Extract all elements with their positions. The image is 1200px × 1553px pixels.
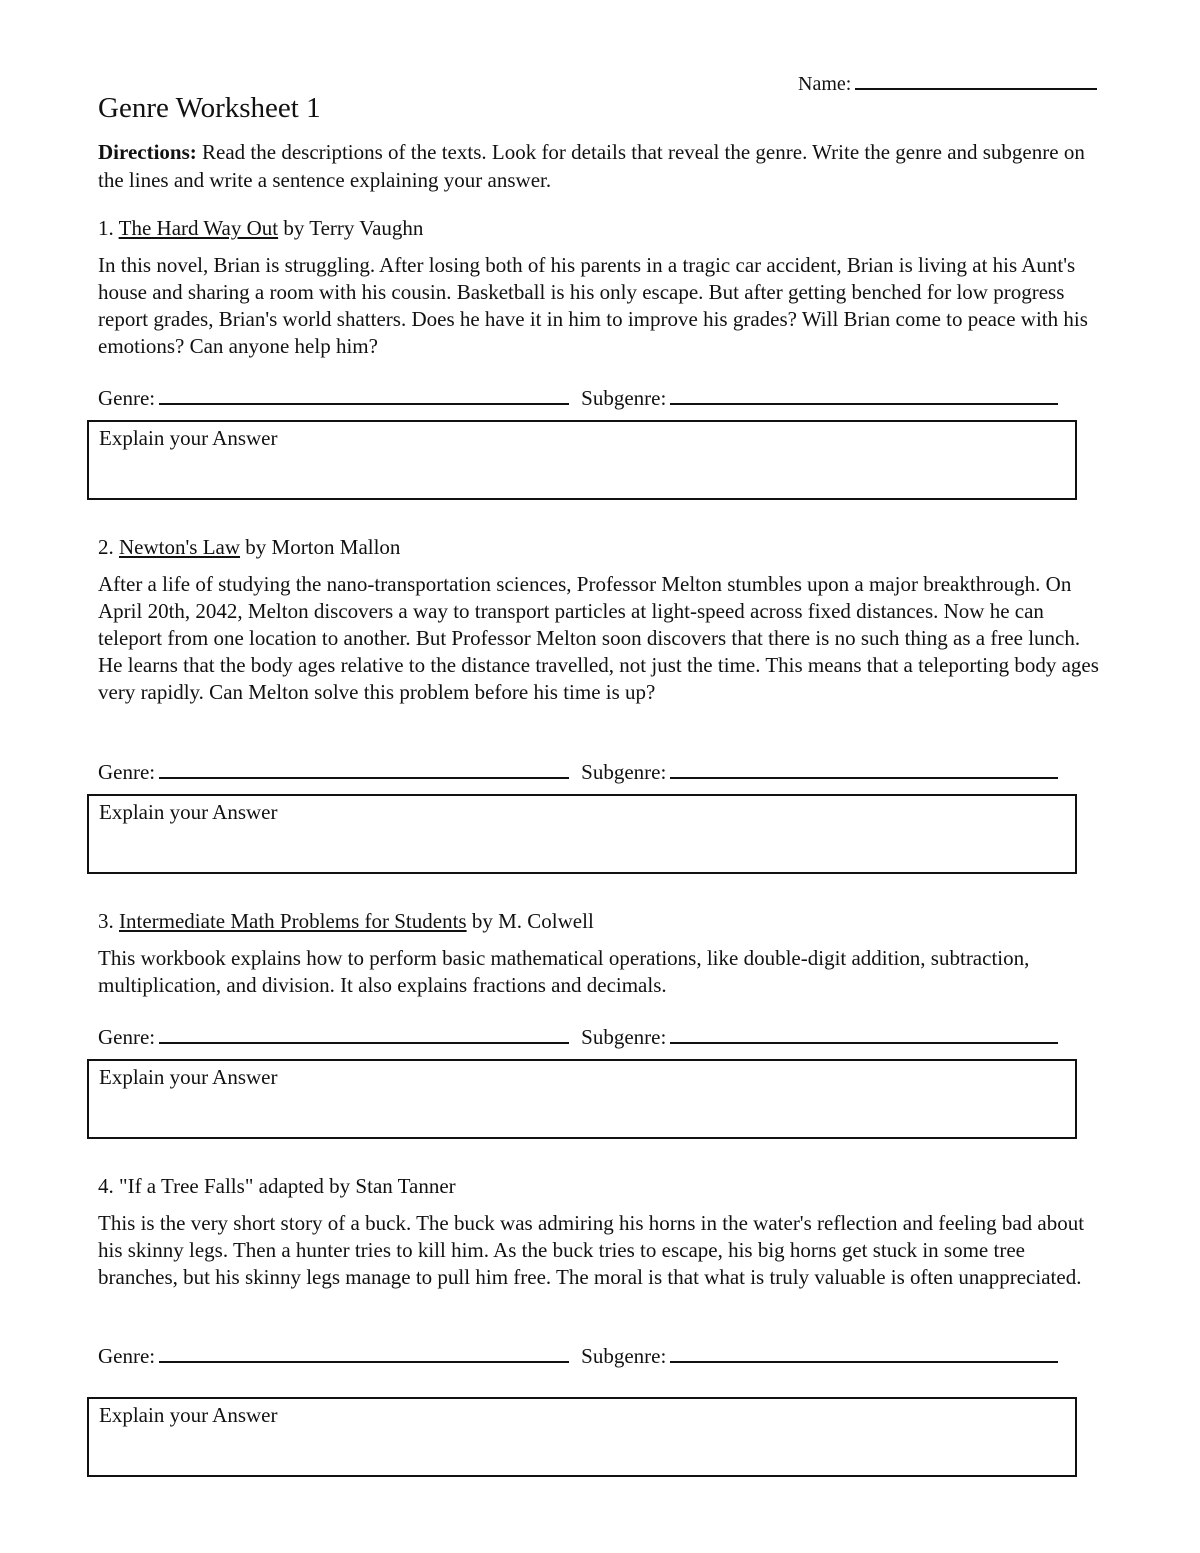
explain-label: Explain your Answer	[99, 426, 278, 450]
explain-label: Explain your Answer	[99, 800, 278, 824]
genre-label: Genre:	[98, 760, 156, 784]
question-number: 1.	[98, 216, 114, 240]
question-heading	[98, 214, 1102, 242]
question-1	[98, 214, 1102, 360]
page-title: Genre Worksheet 1	[98, 92, 321, 124]
directions	[98, 138, 1098, 194]
genre-label: Genre:	[98, 386, 156, 410]
genre-row-1	[98, 386, 1088, 411]
book-title: The Hard Way Out	[118, 216, 279, 240]
book-title: Intermediate Math Problems for Students	[119, 909, 467, 933]
book-description: In this novel, Brian is struggling. After losing both of his parents in a tragic car accident, Brian is living at his Aunt's house and sharing a room with his cousin. Basketball is his only escape. But after getting benched for low progress report grades, Brian's world shatters. Does he have it in him to improve his grades? Will Brian come to peace with his emotions? Can anyone help him?	[98, 253, 1088, 358]
name-label: Name:	[798, 73, 852, 95]
story-title: "If a Tree Falls" adapted by Stan Tanner	[119, 1174, 456, 1198]
genre-input-line[interactable]	[159, 761, 569, 779]
name-input-line[interactable]	[855, 70, 1097, 90]
question-number: 2.	[98, 535, 114, 559]
book-byline: by M. Colwell	[466, 909, 594, 933]
directions-label: Directions:	[98, 140, 197, 164]
directions-text: Read the descriptions of the texts. Look for details that reveal the genre. Write the genre and subgenre on the lines and write a sentence explaining your answer.	[98, 140, 1085, 192]
question-number: 3.	[98, 909, 114, 933]
subgenre-input-line[interactable]	[670, 761, 1058, 779]
explain-answer-box-4[interactable]	[87, 1397, 1077, 1477]
genre-input-line[interactable]	[159, 1026, 569, 1044]
subgenre-label: Subgenre:	[581, 1344, 667, 1368]
book-byline: by Morton Mallon	[240, 535, 401, 559]
explain-answer-box-2[interactable]	[87, 794, 1077, 874]
book-description: This is the very short story of a buck. The buck was admiring his horns in the water's reflection and feeling bad about his skinny legs. Then a hunter tries to kill him. As the buck tries to escape, his big horns get stuck in some tree branches, but his skinny legs manage to pull him free. The moral is that what is truly valuable is often unappreciated.	[98, 1211, 1085, 1289]
subgenre-label: Subgenre:	[581, 760, 667, 784]
question-4	[98, 1172, 1102, 1291]
genre-input-line[interactable]	[159, 387, 569, 405]
genre-label: Genre:	[98, 1344, 156, 1368]
subgenre-input-line[interactable]	[670, 1345, 1058, 1363]
explain-label: Explain your Answer	[99, 1403, 278, 1427]
name-field-row	[798, 70, 1097, 96]
question-heading	[98, 1172, 1102, 1200]
subgenre-input-line[interactable]	[670, 1026, 1058, 1044]
subgenre-label: Subgenre:	[581, 1025, 667, 1049]
explain-answer-box-1[interactable]	[87, 420, 1077, 500]
question-heading	[98, 907, 1102, 935]
genre-input-line[interactable]	[159, 1345, 569, 1363]
explain-label: Explain your Answer	[99, 1065, 278, 1089]
subgenre-input-line[interactable]	[670, 387, 1058, 405]
question-heading	[98, 533, 1102, 561]
book-description: After a life of studying the nano-transportation sciences, Professor Melton stumbles upon a major breakthrough. On April 20th, 2042, Melton discovers a way to transport particles at light-speed across fixed distances. Now he can teleport from one location to another. But Professor Melton soon discovers that there is no such thing as a free lunch. He learns that the body ages relative to the distance travelled, not just the time. This means that a teleporting body ages very rapidly. Can Melton solve this problem before his time is up?	[98, 572, 1099, 704]
genre-row-3	[98, 1025, 1088, 1050]
genre-label: Genre:	[98, 1025, 156, 1049]
genre-row-2	[98, 760, 1088, 785]
book-description: This workbook explains how to perform basic mathematical operations, like double-digit addition, subtraction, multiplication, and division. It also explains fractions and decimals.	[98, 946, 1030, 997]
question-3	[98, 907, 1102, 999]
subgenre-label: Subgenre:	[581, 386, 667, 410]
book-byline: by Terry Vaughn	[278, 216, 424, 240]
question-2	[98, 533, 1102, 706]
explain-answer-box-3[interactable]	[87, 1059, 1077, 1139]
question-number: 4.	[98, 1174, 114, 1198]
genre-row-4	[98, 1344, 1088, 1369]
book-title: Newton's Law	[119, 535, 241, 559]
